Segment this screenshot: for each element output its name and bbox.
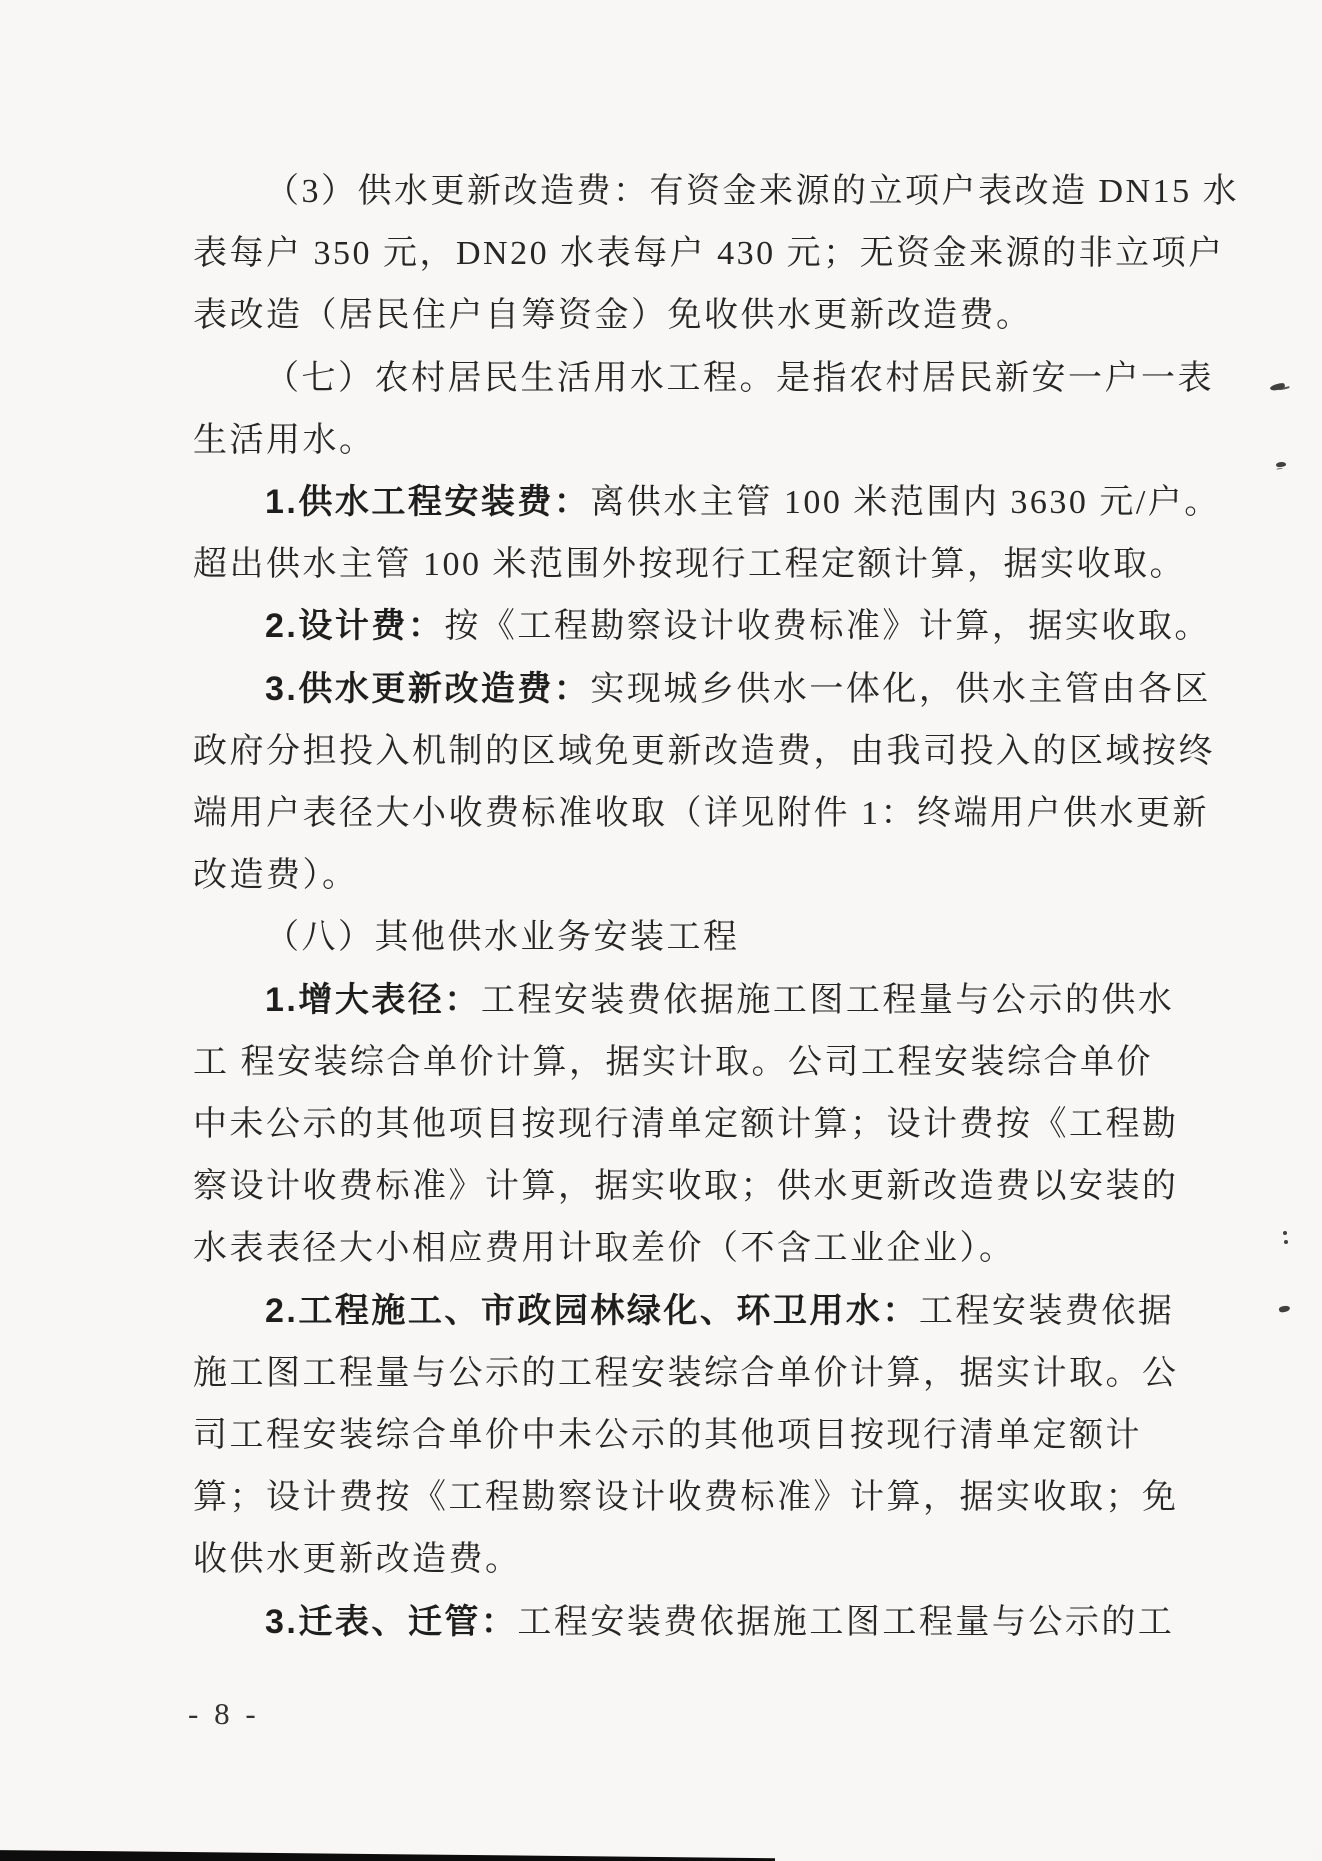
text-line [193,791,1209,836]
line-text: 政府分担投入机制的区域免更新改造费，由我司投入的区域按终 [193,733,1215,770]
text-line [265,915,740,960]
line-text: 生活用水。 [193,422,376,459]
line-bold: 3.供水更新改造费： [265,670,591,708]
line-text: 算；设计费按《工程勘察设计收费标准》计算，据实收取；免 [193,1479,1179,1516]
text-line [193,1413,1142,1458]
text-line [193,293,1033,338]
line-text: 察设计收费标准》计算，据实收取；供水更新改造费以安装的 [193,1168,1179,1205]
line-text: 按《工程勘察设计收费标准》计算，据实收取。 [444,608,1211,645]
text-line [265,978,1174,1023]
text-line [265,604,1211,649]
text-line [193,418,376,463]
line-text: 表每户 350 元，DN20 水表每户 430 元；无资金来源的非立项户 [193,235,1225,272]
line-text: 施工图工程量与公示的工程安装综合单价计算，据实计取。公 [193,1355,1179,1392]
line-text: 中未公示的其他项目按现行清单定额计算；设计费按《工程勘 [193,1106,1179,1143]
line-bold: 1.供水工程安装费： [265,483,591,521]
text-line [193,853,359,898]
line-text: 改造费）。 [193,857,359,894]
line-text: （七）农村居民生活用水工程。是指农村居民新安一户一表 [265,360,1214,397]
text-line [193,1102,1179,1147]
text-line [193,1040,1153,1085]
text-line [193,1164,1179,1209]
text-line [265,667,1211,712]
line-bold: 2.设计费： [265,607,445,645]
text-line [265,480,1221,525]
text-line [265,1289,1174,1334]
text-line [193,729,1215,774]
scan-artifact-speck [1283,1231,1287,1235]
line-text: 司工程安装综合单价中未公示的其他项目按现行清单定额计 [193,1417,1142,1454]
line-text: 水表表径大小相应费用计取差价（不含工业企业）。 [193,1230,1016,1267]
text-line [193,1351,1179,1396]
line-text: 端用户表径大小收费标准收取（详见附件 1：终端用户供水更新 [193,795,1209,832]
text-line [265,169,1239,214]
line-bold: 1.增大表径： [265,981,481,1019]
line-text: 表改造（居民住户自筹资金）免收供水更新改造费。 [193,297,1033,334]
text-line [193,542,1186,587]
text-line [265,1600,1174,1645]
line-text: 收供水更新改造费。 [193,1541,522,1578]
line-text: 工程安装费依据施工图工程量与公示的工 [517,1604,1175,1641]
line-text: （八）其他供水业务安装工程 [265,919,740,956]
text-line [193,1537,522,1582]
line-text: 工程安装费依据施工图工程量与公示的供水 [480,982,1175,1019]
page-number: - 8 - [188,1696,260,1731]
line-text: 离供水主管 100 米范围内 3630 元/户。 [590,484,1221,521]
text-line [193,1226,1016,1271]
line-text: 超出供水主管 100 米范围外按现行工程定额计算，据实收取。 [193,546,1186,583]
line-bold: 3.迁表、迁管： [265,1603,518,1641]
text-line [193,231,1225,276]
line-text: 工程安装费依据 [918,1293,1175,1330]
line-text: （3）供水更新改造费：有资金来源的立项户表改造 DN15 水 [265,173,1240,210]
line-text: 实现城乡供水一体化，供水主管由各区 [590,671,1211,708]
text-line [265,356,1214,401]
line-text: 工 程安装综合单价计算，据实计取。公司工程安装综合单价 [193,1044,1153,1081]
line-bold: 2.工程施工、市政园林绿化、环卫用水： [265,1292,919,1330]
text-line [193,1475,1179,1520]
